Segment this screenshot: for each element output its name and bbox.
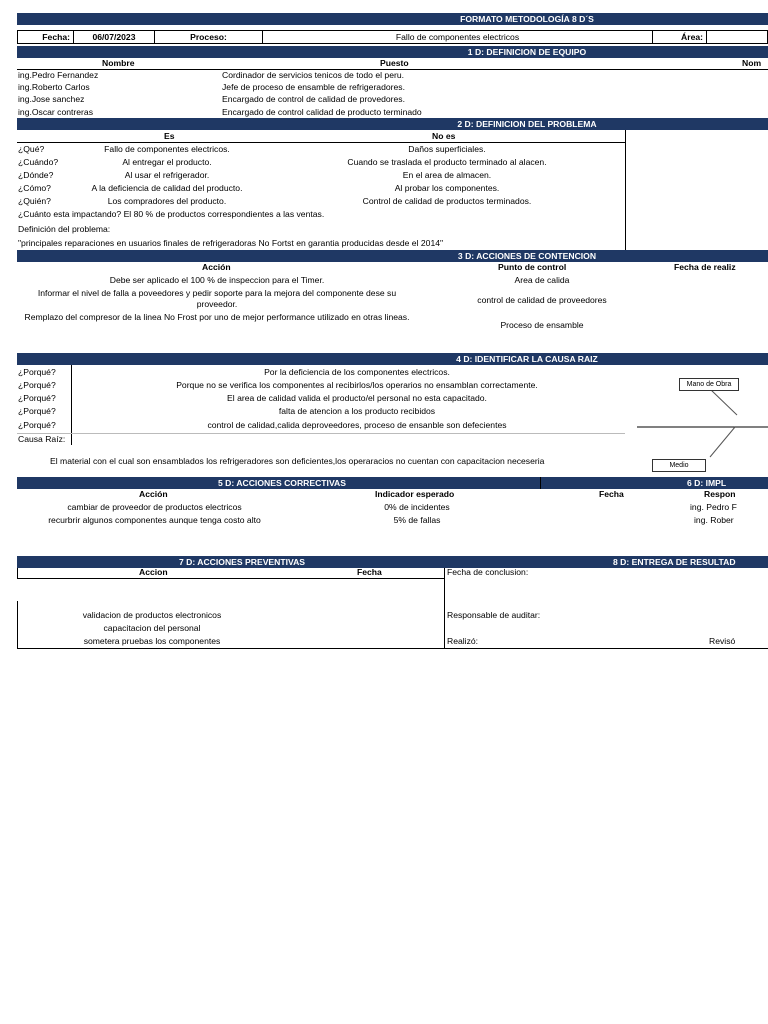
- d2-col-es: Es: [164, 131, 175, 141]
- why-answer: falta de atencion a los producto recibidos: [278, 406, 436, 416]
- d1-title: 1 D: DEFINICION DE EQUIPO: [467, 47, 587, 57]
- member-role: Jefe de proceso de ensamble de refrigeradores.: [222, 82, 405, 92]
- member-role: Cordinador de servicios tenicos de todo el peru.: [222, 70, 405, 80]
- d3-action: Debe ser aplicado el 100 % de inspeccion para el Timer.: [109, 275, 325, 285]
- d2-es-value: A la deficiencia de calidad del producto.: [91, 183, 243, 193]
- d5-col-responsable: Respon: [704, 489, 736, 499]
- d3-action: Informar el nivel de falla a poveedores y pedir soporte para la mejora del componente dese su proveedor.: [37, 288, 397, 309]
- d2-question: ¿Dónde?: [18, 170, 54, 180]
- why-answer: control de calidad,calida deproveedores, proceso de ensanble son defecientes: [207, 420, 507, 430]
- d5-responsible: ing. Rober: [694, 515, 734, 525]
- divider: [17, 648, 768, 649]
- d8-auditor-label: Responsable de auditar:: [447, 610, 541, 620]
- d3-action: Remplazo del compresor de la linea No Frost por uno de mejor performance utilizado en otras lineas.: [24, 312, 410, 322]
- d3-title: 3 D: ACCIONES DE CONTENCION: [457, 251, 597, 261]
- d2-question: ¿Cuándo?: [18, 157, 59, 167]
- divider: [17, 568, 18, 579]
- d2-noes-value: Control de calidad de productos terminados.: [362, 196, 532, 206]
- d7-action: capacitacion del personal: [103, 623, 201, 633]
- d3-control-point: control de calidad de proveedores: [477, 295, 607, 305]
- 8d-form-sheet: [17, 13, 768, 653]
- d5-action: cambiar de proveedor de productos electricos: [67, 502, 242, 512]
- d7-title-bar: [17, 556, 768, 568]
- area-label: Área:: [681, 32, 703, 42]
- divider: [17, 601, 18, 649]
- d2-col-noes: No es: [432, 131, 456, 141]
- d5-title-bar: [17, 477, 768, 489]
- member-name: ing.Oscar contreras: [18, 107, 93, 117]
- divider: [625, 130, 626, 250]
- d7-col-fecha: Fecha: [357, 567, 382, 577]
- d2-definition-label: Definición del problema:: [18, 224, 111, 234]
- mano-de-obra-box: Mano de Obra: [679, 378, 739, 391]
- divider: [540, 477, 541, 489]
- area-value-cell[interactable]: [706, 30, 768, 44]
- member-name: ing.Roberto Carlos: [18, 82, 90, 92]
- why-answer: El area de calidad valida el producto/el personal no esta capacitado.: [227, 393, 487, 403]
- member-name: ing.Jose sanchez: [18, 94, 85, 104]
- fecha-label-cell: [17, 30, 74, 44]
- member-name: ing.Pedro Fernandez: [18, 70, 99, 80]
- d3-control-point: Proceso de ensamble: [500, 320, 584, 330]
- d5-title: 5 D: ACCIONES CORRECTIVAS: [218, 478, 346, 488]
- d4-title-bar: [17, 353, 768, 365]
- d1-col-puesto: Puesto: [380, 58, 409, 68]
- d5-col-accion: Acción: [139, 489, 168, 499]
- d3-col-fecha: Fecha de realiz: [674, 262, 736, 272]
- d8-realizo-label: Realizó:: [447, 636, 479, 646]
- d3-title-bar: [17, 250, 768, 262]
- root-cause-label: Causa Raíz:: [18, 434, 66, 444]
- d2-question: ¿Quién?: [18, 196, 51, 206]
- d2-question: ¿Cómo?: [18, 183, 51, 193]
- why-answer: Porque no se verifica los componentes al recibirlos/los operarios no ensamblan correctamente.: [176, 380, 538, 390]
- d8-conclusion-label: Fecha de conclusion:: [447, 567, 529, 577]
- d2-es-value: Al entregar el producto.: [122, 157, 212, 167]
- d2-noes-value: Cuando se traslada el producto terminado al alacen.: [347, 157, 547, 167]
- d3-control-point: Area de calida: [514, 275, 570, 285]
- d2-title-bar: [17, 118, 768, 130]
- proceso-value-cell[interactable]: [262, 30, 653, 44]
- d7-title: 7 D: ACCIONES PREVENTIVAS: [178, 557, 306, 567]
- d8-title: 8 D: ENTREGA DE RESULTAD: [613, 557, 736, 567]
- divider: [17, 578, 445, 579]
- divider: [17, 433, 625, 434]
- fecha-value: 06/07/2023: [92, 32, 136, 42]
- d2-es-value: Al usar el refrigerador.: [124, 170, 210, 180]
- d5-col-indicador: Indicador esperado: [375, 489, 455, 499]
- proceso-label: Proceso:: [190, 32, 227, 42]
- d2-noes-value: Daños superficiales.: [408, 144, 486, 154]
- why-label: ¿Porqué?: [18, 393, 56, 403]
- why-label: ¿Porqué?: [18, 380, 56, 390]
- d2-es-value: Los compradores del producto.: [107, 196, 227, 206]
- d5-col-fecha: Fecha: [599, 489, 624, 499]
- root-cause-text: El material con el cual son ensamblados los refrigeradores son deficientes,los operaracios no cuentan con capacitacion neceseria: [50, 456, 545, 466]
- d5-indicator: 0% de incidentes: [384, 502, 450, 512]
- why-label: ¿Porqué?: [18, 406, 56, 416]
- d3-col-punto: Punto de control: [498, 262, 567, 272]
- d2-definition-text: "principales reparaciones en usuarios finales de refrigeradoras No Fortst en garantia producidas desde el 2014": [18, 238, 444, 248]
- d1-col-nombre: Nombre: [102, 58, 135, 68]
- area-label-cell: [652, 30, 707, 44]
- d8-reviso-label: Revisó: [709, 636, 736, 646]
- d5-responsible: ing. Pedro F: [690, 502, 737, 512]
- d7-action: sometera pruebas los componentes: [83, 636, 221, 646]
- d2-question: ¿Qué?: [18, 144, 45, 154]
- d2-impact: ¿Cuánto esta impactando? El 80 % de productos correspondientes a las ventas.: [18, 209, 325, 219]
- d6-title: 6 D: IMPL: [687, 478, 727, 488]
- fecha-value-cell[interactable]: [73, 30, 155, 44]
- d5-action: recurbrir algunos componentes aunque tenga costo alto: [48, 515, 261, 525]
- medio-box: Medio: [652, 459, 706, 472]
- member-role: Encargado de control de calidad de provedores.: [222, 94, 405, 104]
- d2-es-value: Fallo de componentes electricos.: [104, 144, 230, 154]
- proceso-value: Fallo de componentes electricos: [395, 32, 520, 42]
- d1-title-bar: [17, 46, 768, 58]
- divider: [17, 142, 625, 143]
- d2-title: 2 D: DEFINICION DEL PROBLEMA: [457, 119, 597, 129]
- member-role: Encargado de control calidad de producto terminado: [222, 107, 422, 117]
- fecha-label: Fecha:: [42, 32, 70, 42]
- proceso-label-cell: [154, 30, 263, 44]
- d5-indicator: 5% de fallas: [393, 515, 441, 525]
- d7-action: validacion de productos electronicos: [82, 610, 222, 620]
- why-answer: Por la deficiencia de los componentes electricos.: [264, 367, 450, 377]
- d4-title: 4 D: IDENTIFICAR LA CAUSA RAIZ: [456, 354, 598, 364]
- why-label: ¿Porqué?: [18, 420, 56, 430]
- form-title-bar: [17, 13, 768, 25]
- d3-col-accion: Acción: [202, 262, 231, 272]
- divider: [444, 568, 445, 649]
- d1-col-nombre2: Nom: [742, 58, 762, 68]
- d2-noes-value: En el area de almacen.: [402, 170, 492, 180]
- d7-col-accion: Accion: [139, 567, 168, 577]
- why-label: ¿Porqué?: [18, 367, 56, 377]
- form-title: FORMATO METODOLOGÍA 8 D´S: [460, 14, 594, 24]
- d2-noes-value: Al probar los componentes.: [394, 183, 500, 193]
